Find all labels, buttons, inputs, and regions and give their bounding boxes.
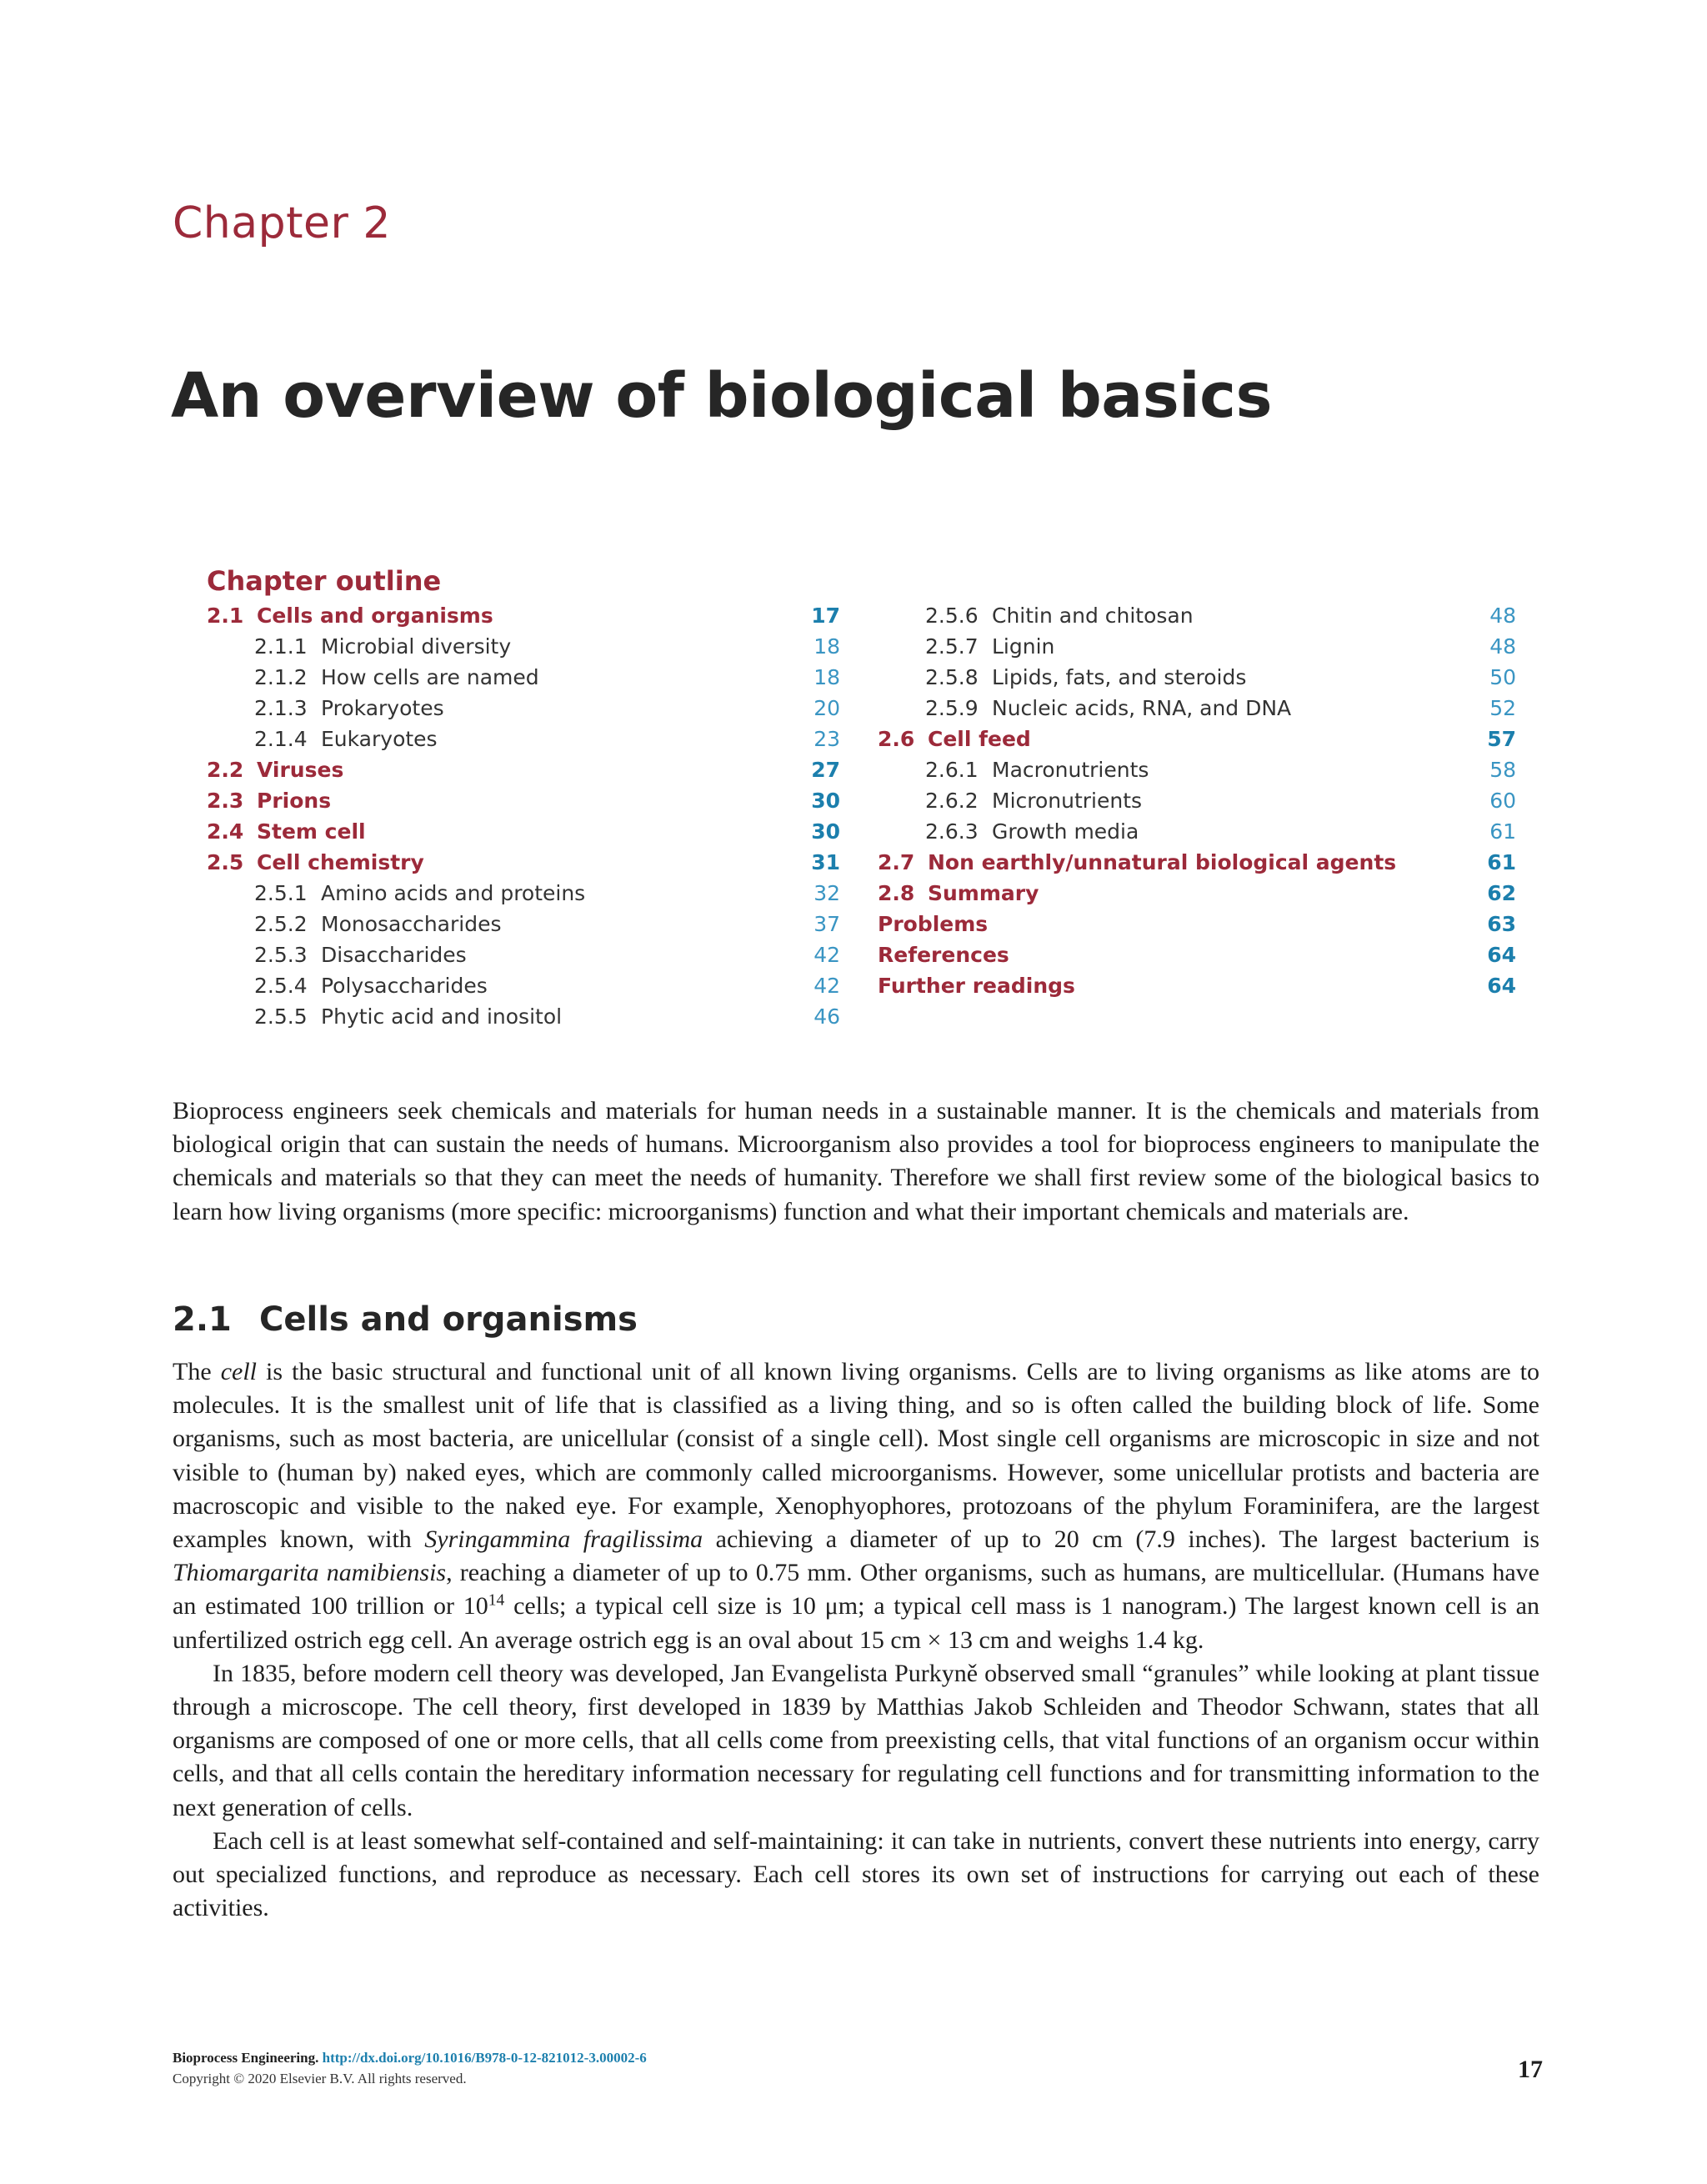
outline-entry-page: 60 [1489,789,1516,813]
outline-entry[interactable] [878,758,1516,789]
p1-emphasis-cell: cell [220,1358,257,1385]
outline-entry-page: 27 [811,758,840,782]
outline-entry-page: 30 [811,789,840,813]
outline-entry[interactable] [207,665,840,696]
outline-entry-number: 2.5 [207,850,244,874]
outline-entry-number: 2.1 [207,604,244,628]
outline-entry-page: 32 [813,881,840,905]
p1-text: , reaching a diameter of up to 0.75 mm. Other organisms, such as humans, are multicellular. (Humans have an estimated 100 trillion or 10 [173,1559,1539,1620]
section-number: 2.1 [173,1300,232,1339]
outline-entry[interactable] [878,974,1516,1004]
outline-entry-label: Problems [878,912,989,936]
outline-right-column [878,604,1516,1004]
outline-entry-page: 61 [1487,850,1516,874]
outline-entry[interactable] [878,634,1516,665]
outline-entry-label: Micronutrients [992,789,1143,813]
page-number: 17 [1518,2056,1543,2083]
outline-entry[interactable] [878,604,1516,634]
footer-citation [173,2047,647,2089]
outline-entry-label: Growth media [992,819,1139,844]
p1-text: achieving a diameter of up to 20 cm (7.9 inches). The largest bacterium is [703,1525,1539,1554]
outline-entry-number: 2.5.5 [254,1004,308,1029]
chapter-title: An overview of biological basics [171,360,1273,432]
outline-entry-number: 2.4 [207,819,244,844]
outline-entry-label: Prions [257,789,332,813]
outline-entry-label: Disaccharides [321,943,467,967]
outline-entry-page: 31 [811,850,840,874]
outline-entry-page: 58 [1489,758,1516,782]
chapter-label: Chapter 2 [173,198,392,248]
outline-entry-page: 50 [1489,665,1516,689]
outline-entry-label: Further readings [878,974,1075,998]
outline-entry-label: Chitin and chitosan [992,604,1194,628]
outline-entry[interactable] [207,789,840,819]
outline-entry-label: References [878,943,1009,967]
outline-entry-number: 2.2 [207,758,244,782]
outline-entry-label: Phytic acid and inositol [321,1004,563,1029]
outline-entry-page: 37 [813,912,840,936]
p1-text: cells; a typical cell size is 10 μm; a typical cell mass is 1 nanogram.) The largest known cell is an unfertilized ostrich egg cell. An average ostrich egg is an oval about 15 cm × 13 cm and weighs 1.4 kg. [173,1592,1539,1654]
outline-entry[interactable] [878,696,1516,727]
outline-entry-page: 52 [1489,696,1516,720]
outline-entry-label: Cell chemistry [257,850,424,874]
outline-entry-page: 48 [1489,634,1516,659]
outline-entry-page: 48 [1489,604,1516,628]
outline-entry-number: 2.6 [878,727,915,751]
outline-entry-label: Microbial diversity [321,634,512,659]
p1-text: The [173,1358,221,1385]
outline-entry-page: 20 [813,696,840,720]
outline-entry-page: 18 [813,665,840,689]
outline-entry-page: 18 [813,634,840,659]
p1-species-name: Syringammina fragilissima [424,1525,703,1554]
outline-entry-number: 2.1.3 [254,696,308,720]
outline-entry-number: 2.1.4 [254,727,308,751]
outline-entry-label: Eukaryotes [321,727,438,751]
outline-entry-page: 42 [813,974,840,998]
outline-entry-label: How cells are named [321,665,539,689]
outline-entry-label: Prokaryotes [321,696,444,720]
outline-entry[interactable] [207,974,840,1004]
outline-entry-number: 2.1.1 [254,634,308,659]
section-paragraph-2: In 1835, before modern cell theory was developed, Jan Evangelista Purkyně observed small “granules” while looking at plant tissue through a microscope. The cell theory, first developed in 1839 by Matthias Jakob Schleiden and Theodor Schwann, states that all organisms are composed of one or more cells, that all cells come from preexisting cells, that vital functions of an organism occur within cells, and that all cells contain the hereditary information necessary for regulating cell functions and for transmitting information to the next generation of cells. [173,1659,1539,1821]
outline-entry[interactable] [207,604,840,634]
outline-entry-number: 2.5.4 [254,974,308,998]
outline-entry-number: 2.5.8 [925,665,979,689]
p1-species-name: Thiomargarita namibiensis [173,1559,447,1587]
outline-entry-page: 30 [811,819,840,844]
outline-entry-number: 2.5.2 [254,912,308,936]
footer-copyright: Copyright © 2020 Elsevier B.V. All rights reserved. [173,2071,467,2086]
outline-entry-number: 2.5.7 [925,634,979,659]
outline-entry[interactable] [878,881,1516,912]
outline-entry-label: Stem cell [257,819,366,844]
outline-entry-page: 57 [1487,727,1516,751]
footer-book-title: Bioprocess Engineering. [173,2050,319,2066]
footer-doi-link[interactable]: http://dx.doi.org/10.1016/B978-0-12-821012-3.00002-6 [322,2050,647,2066]
outline-entry[interactable] [878,727,1516,758]
outline-entry-number: 2.8 [878,881,915,905]
outline-entry[interactable] [878,819,1516,850]
outline-entry-page: 64 [1487,974,1516,998]
outline-entry-number: 2.5.3 [254,943,308,967]
outline-entry-number: 2.6.2 [925,789,979,813]
outline-entry[interactable] [878,943,1516,974]
section-paragraph-3: Each cell is at least somewhat self-contained and self-maintaining: it can take in nutrients, convert these nutrients into energy, carry out specialized functions, and reproduce as necessary. Each cell stores its own set of instructions for carrying out each of these activities. [173,1826,1539,1922]
outline-entry-number: 2.7 [878,850,915,874]
outline-entry[interactable] [207,819,840,850]
outline-entry[interactable] [878,912,1516,943]
outline-entry-label: Macronutrients [992,758,1149,782]
outline-entry-number: 2.5.1 [254,881,308,905]
section-paragraph-1 [173,1355,1539,1657]
outline-entry[interactable] [207,634,840,665]
outline-entry-page: 23 [813,727,840,751]
outline-entry-label: Nucleic acids, RNA, and DNA [992,696,1292,720]
outline-entry[interactable] [878,665,1516,696]
outline-entry-label: Cell feed [928,727,1031,751]
intro-text [173,1095,1539,1229]
outline-entry-page: 17 [811,604,840,628]
outline-entry-number: 2.6.3 [925,819,979,844]
outline-entry-label: Summary [928,881,1039,905]
outline-entry[interactable] [207,758,840,789]
outline-left-column [207,604,840,1035]
outline-entry-page: 61 [1489,819,1516,844]
outline-entry-number: 2.5.6 [925,604,979,628]
outline-entry-label: Amino acids and proteins [321,881,586,905]
outline-entry[interactable] [878,850,1516,881]
outline-entry-number: 2.3 [207,789,244,813]
outline-entry[interactable] [207,881,840,912]
intro-paragraph: Bioprocess engineers seek chemicals and materials for human needs in a sustainable manner. It is the chemicals and materials from biological origin that can sustain the needs of humans. Microorganism also provides a tool for bioprocess engineers to manipulate the chemicals and materials so that they can meet the needs of humanity. Therefore we shall first review some of the biological basics to learn how living organisms (more specific: microorganisms) function and what their important chemicals and materials are. [173,1097,1539,1225]
outline-entry-page: 62 [1487,881,1516,905]
outline-entry[interactable] [207,850,840,881]
outline-entry-page: 64 [1487,943,1516,967]
outline-entry[interactable] [878,789,1516,819]
outline-entry-number: 2.1.2 [254,665,308,689]
outline-entry-label: Cells and organisms [257,604,493,628]
outline-entry[interactable] [207,1004,840,1035]
p1-text: is the basic structural and functional unit of all known living organisms. Cells are to living organisms as like atoms are to molecules. It is the smallest unit of life that is classified as a living thing, and so is often called the building block of life. Some organisms, such as most bacteria, are unicellular (consist of a single cell). Most single cell organisms are microscopic in size and not visible to (human by) naked eyes, which are commonly called microorganisms. However, some unicellular protists and bacteria are macroscopic and visible to the naked eye. For example, Xenophyophores, protozoans of the phylum Foraminifera, are the largest examples known, with [173,1358,1540,1554]
outline-entry-label: Lignin [992,634,1055,659]
section-heading [173,1300,638,1339]
outline-entry-page: 63 [1487,912,1516,936]
outline-entry-number: 2.5.9 [925,696,979,720]
outline-entry[interactable] [207,943,840,974]
outline-entry-number: 2.6.1 [925,758,979,782]
outline-entry[interactable] [207,696,840,727]
outline-entry-page: 42 [813,943,840,967]
outline-entry-label: Monosaccharides [321,912,502,936]
outline-entry-label: Polysaccharides [321,974,488,998]
p1-exponent: 14 [488,1591,505,1610]
outline-entry-label: Non earthly/unnatural biological agents [928,850,1397,874]
outline-entry-label: Lipids, fats, and steroids [992,665,1247,689]
section-title: Cells and organisms [259,1300,638,1339]
outline-entry-page: 46 [813,1004,840,1029]
outline-heading: Chapter outline [207,565,442,597]
section-body [173,1355,1539,1925]
outline-entry[interactable] [207,727,840,758]
outline-entry-label: Viruses [257,758,344,782]
outline-entry[interactable] [207,912,840,943]
